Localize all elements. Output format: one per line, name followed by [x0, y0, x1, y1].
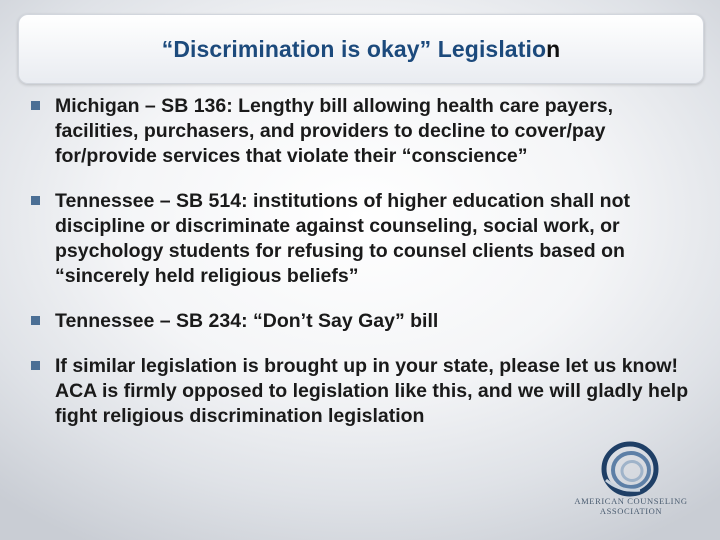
aca-logo [556, 440, 706, 520]
bullet-text: Tennessee – SB 514: institutions of higher education shall not discipline or discriminate against counseling, social work, or psychology students for refusing to counsel clients based on “sincerely held religious beliefs” [55, 190, 630, 287]
bullet-list [30, 94, 700, 449]
aca-logo-line2: ASSOCIATION [599, 506, 663, 516]
bullet-item [30, 189, 700, 289]
bullet-text: Tennessee – SB 234: “Don’t Say Gay” bill [55, 310, 439, 332]
title-box [18, 14, 704, 84]
bullet-marker-icon [31, 361, 40, 370]
aca-logo-icon [600, 440, 660, 498]
bullet-marker-icon [31, 196, 40, 205]
aca-logo-text [556, 496, 706, 516]
bullet-item [30, 309, 700, 334]
bullet-marker-icon [31, 101, 40, 110]
aca-logo-line1: AMERICAN COUNSELING [574, 496, 688, 506]
slide-title [162, 36, 561, 63]
slide-title-main: “Discrimination is okay” Legislatio [161, 35, 547, 62]
bullet-item [30, 354, 700, 429]
bullet-marker-icon [31, 316, 40, 325]
bullet-text: If similar legislation is brought up in your state, please let us know! ACA is firmly opposed to legislation like this, and we will gladly help fight religious discrimination legislation [55, 355, 689, 427]
bullet-item [30, 94, 700, 169]
bullet-text: Michigan – SB 136: Lengthy bill allowing health care payers, facilities, purchasers, and providers to decline to cover/pay for/provide services that violate their “conscience” [55, 95, 614, 167]
slide-title-last-letter: n [546, 35, 561, 62]
